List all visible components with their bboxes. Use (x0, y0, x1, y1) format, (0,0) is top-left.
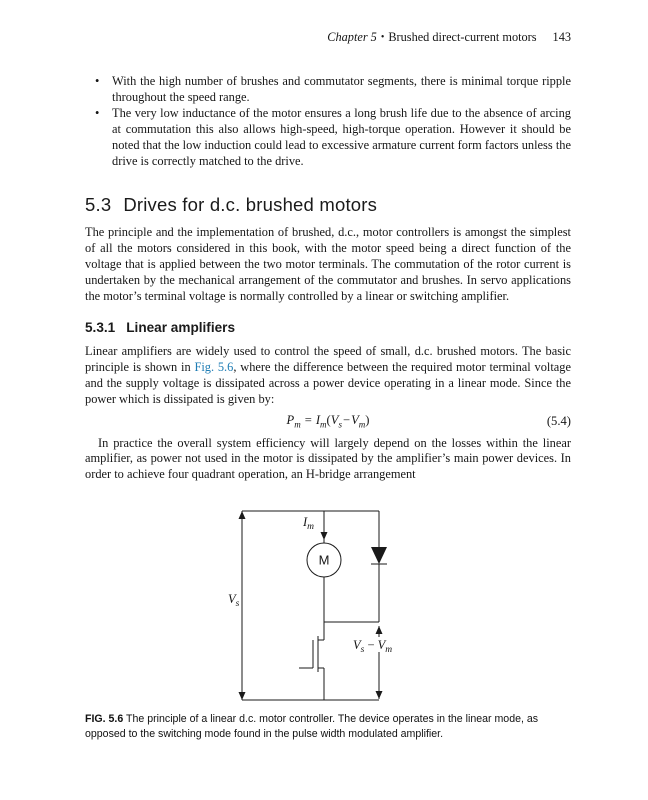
diode-icon (371, 511, 387, 622)
figure-caption (85, 712, 571, 741)
equation-5-4 (85, 413, 571, 429)
current-label: $I_m$ (303, 515, 315, 532)
supply-voltage-label: $V_s$ (228, 592, 240, 609)
eq-term: P (286, 412, 295, 427)
caption-text: The principle of a linear d.c. motor controller. The device operates in the linear mode, as opposed to the switching mode found in the pulse width modulated amplifier. (85, 713, 539, 740)
eq-term: V (330, 412, 339, 427)
text-column (85, 74, 571, 483)
motor-label: M (318, 552, 330, 568)
current-arrow (321, 532, 328, 540)
eq-term: − (342, 412, 351, 427)
device-voltage-label: $V_s - V_m$ (353, 638, 393, 655)
chapter-title: Brushed direct-current motors (388, 30, 537, 44)
eq-subscript: s (338, 419, 342, 430)
eq-subscript: m (294, 419, 301, 430)
bullet-marker: • (95, 105, 100, 120)
figure-5-6-link[interactable]: Fig. 5.6 (194, 359, 234, 374)
list-item (85, 106, 571, 170)
running-header (85, 30, 571, 45)
motor-symbol (307, 543, 341, 577)
eq-term: ( (326, 412, 331, 427)
equation-number: (5.4) (546, 413, 571, 428)
subsection-number: 5.3.1 (85, 319, 116, 335)
mosfet-symbol (299, 622, 324, 700)
figure-5-6 (227, 500, 431, 712)
equation-body (286, 412, 370, 430)
caption-label: FIG. 5.6 (85, 713, 124, 725)
bullet-list (85, 74, 571, 169)
bullet-text: The very low inductance of the motor ensures a long brush life due to the absence of arcing at commutation this also allows high-speed, high-torque operation. However it should be noted that the low induction could lead to excessive armature current form factors unless the drive is correctly matched to the drive. (112, 105, 571, 168)
vs-vm-arrow (376, 626, 383, 699)
eq-term: I (315, 412, 321, 427)
list-item (85, 74, 571, 106)
bullet-marker: • (95, 74, 100, 88)
eq-term: = (304, 412, 312, 427)
paragraph-drives-intro: The principle and the implementation of brushed, d.c., motor controllers is amongst the simplest of all the motors considered in this book, with the motor speed being a direct function of the voltage that is applied between the two motor terminals. The commutation of the rotor current is undertaken by the mechanical arrangement of the commutator and brushes. In servo applications the motor’s terminal voltage is normally controlled by a linear or switching amplifier. (85, 225, 571, 304)
section-number: 5.3 (85, 194, 112, 216)
eq-term: ) (365, 412, 370, 427)
subsection-heading-5-3-1 (85, 320, 571, 336)
paragraph-linear-amplifiers (85, 344, 571, 408)
paragraph-text: Linear amplifiers are widely used to control the speed of small, d.c. brushed motors. The basic principle is shown in (85, 343, 571, 374)
paragraph-efficiency: In practice the overall system efficiency will largely depend on the losses within the linear amplifier, as power not used in the motor is dissipated by the amplifier’s main power devices. In order to achieve four quadrant operation, an H-bridge arrangement (85, 435, 571, 482)
eq-subscript: m (320, 419, 327, 430)
section-title: Drives for d.c. brushed motors (123, 194, 378, 216)
header-separator-dot: • (380, 32, 385, 43)
vs-arrow (239, 511, 246, 700)
paragraph-text: , where the difference between the required motor terminal voltage and the supply voltage is dissipated across a power device operating in a linear mode. Since the power which is dissipated is given by: (85, 359, 571, 406)
chapter-label: Chapter 5 (327, 30, 377, 44)
eq-term: V (351, 412, 359, 427)
page-number: 143 (552, 30, 571, 44)
subsection-title: Linear amplifiers (126, 319, 236, 335)
section-heading-5-3 (85, 194, 571, 215)
circuit-diagram (227, 500, 431, 712)
eq-subscript: m (358, 419, 366, 430)
bullet-text: With the high number of brushes and commutator segments, there is minimal torque ripple throughout the speed range. (112, 74, 571, 104)
